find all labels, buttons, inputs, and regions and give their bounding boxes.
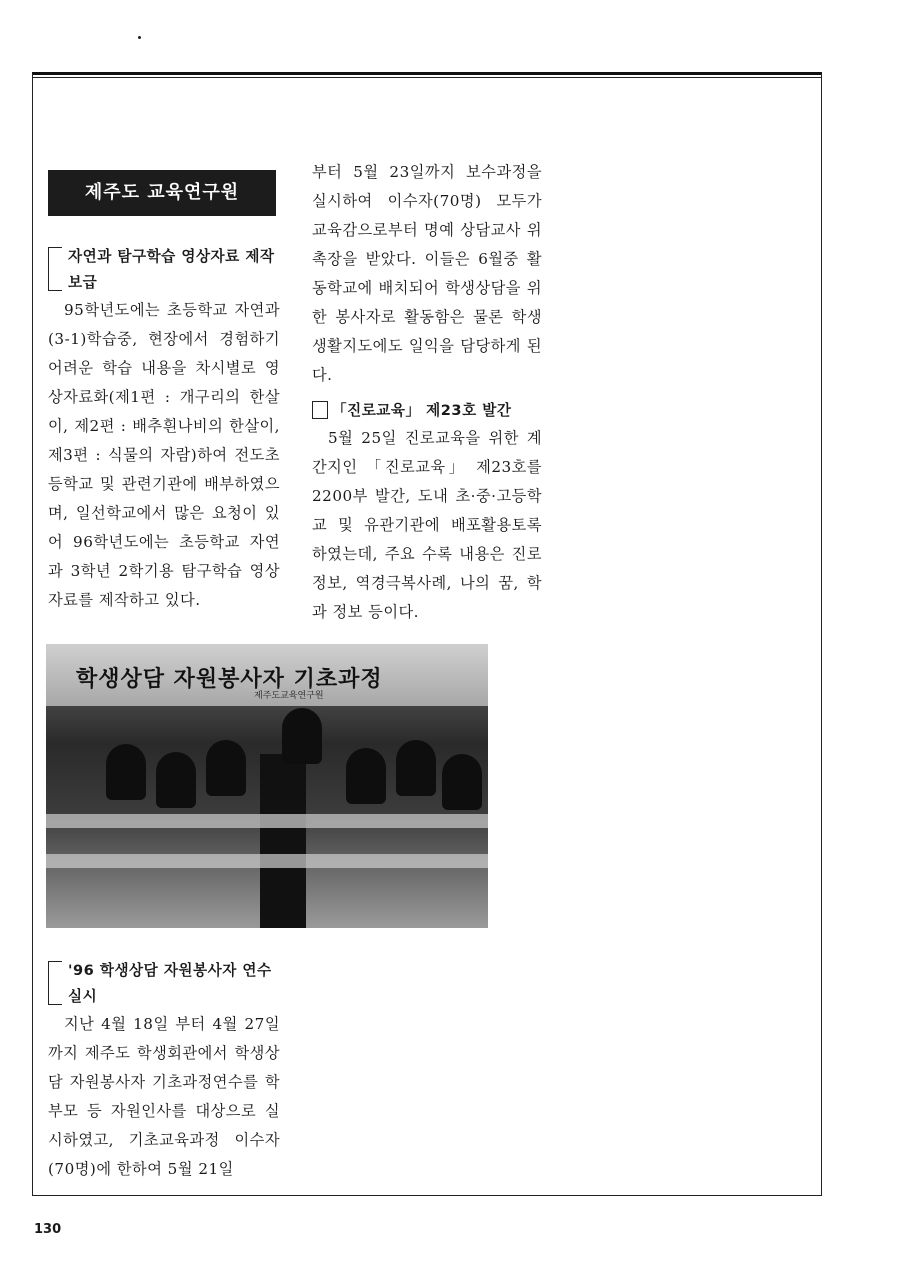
article-heading: 「진로교육」 제23호 발간 [312,398,542,424]
photo-audience [396,740,436,796]
article-career-journal [312,398,542,627]
heading-box-icon [312,401,328,419]
article-body: 지난 4월 18일 부터 4월 27일까지 제주도 학생회관에서 학생상담 자원봉사자 기초과정연수를 학부모 등 자원인사를 대상으로 실시하였고, 기초교육과정 이수자(70명)에 한하여 5월 21일 [48,1015,280,1178]
photo-desk [46,854,488,868]
photo-audience [206,740,246,796]
photo-audience [346,748,386,804]
article-heading: '96 학생상담 자원봉사자 연수 실시 [48,958,280,1010]
article-body: 95학년도에는 초등학교 자연과(3-1)학습중, 현장에서 경험하기 어려운 학습 내용을 차시별로 영상자료화(제1편 : 개구리의 한살이, 제2편 : 배추흰나비의 한살이, 제3편 : 식물의 자람)하여 전도초등학교 및 관련기관에 배부하였으며, 일선학교에서 많은 요청이 있어 96학년도에는 초등학교 자연과 3학년 2학기용 탐구학습 영상자료를 제작하고 있다. [48,301,280,609]
photo-banner-text: 학생상담 자원봉사자 기초과정 [76,667,383,692]
top-rule [32,77,822,78]
photo-audience [106,744,146,800]
article-video-materials [48,244,280,615]
photo-podium [260,754,306,928]
page-number: 130 [34,1222,62,1237]
article-body-continued: 부터 5월 23일까지 보수과정을 실시하여 이수자(70명) 모두가 교육감으로부터 명예 상담교사 위촉장을 받았다. 이들은 6월중 활동학교에 배치되어 학생상담을 위한 봉사자로 활동함은 물론 학생생활지도에도 일익을 담당하게 된다. [312,163,542,384]
article-heading: 자연과 탐구학습 영상자료 제작 보급 [48,244,280,296]
section-title-banner: 제주도 교육연구원 [48,170,276,216]
heading-bracket-icon [48,247,62,291]
training-photo [46,644,488,928]
article-volunteer-training [48,958,280,1184]
heading-bracket-icon [48,961,62,1005]
stray-dot [138,36,141,39]
article-body: 5월 25일 진로교육을 위한 계간지인 「진로교육」 제23호를 2200부 발간, 도내 초·중·고등학교 및 유관기관에 배포활용토록 하였는데, 주요 수록 내용은 진로정보, 역경극복사례, 나의 꿈, 학과 정보 등이다. [312,429,542,621]
article-volunteer-continued [312,158,542,390]
photo-audience [156,752,196,808]
photo-desk [46,814,488,828]
photo-banner-subtext: 제주도교육연구원 [254,691,324,701]
photo-audience [442,754,482,810]
photo-speaker [282,708,322,764]
